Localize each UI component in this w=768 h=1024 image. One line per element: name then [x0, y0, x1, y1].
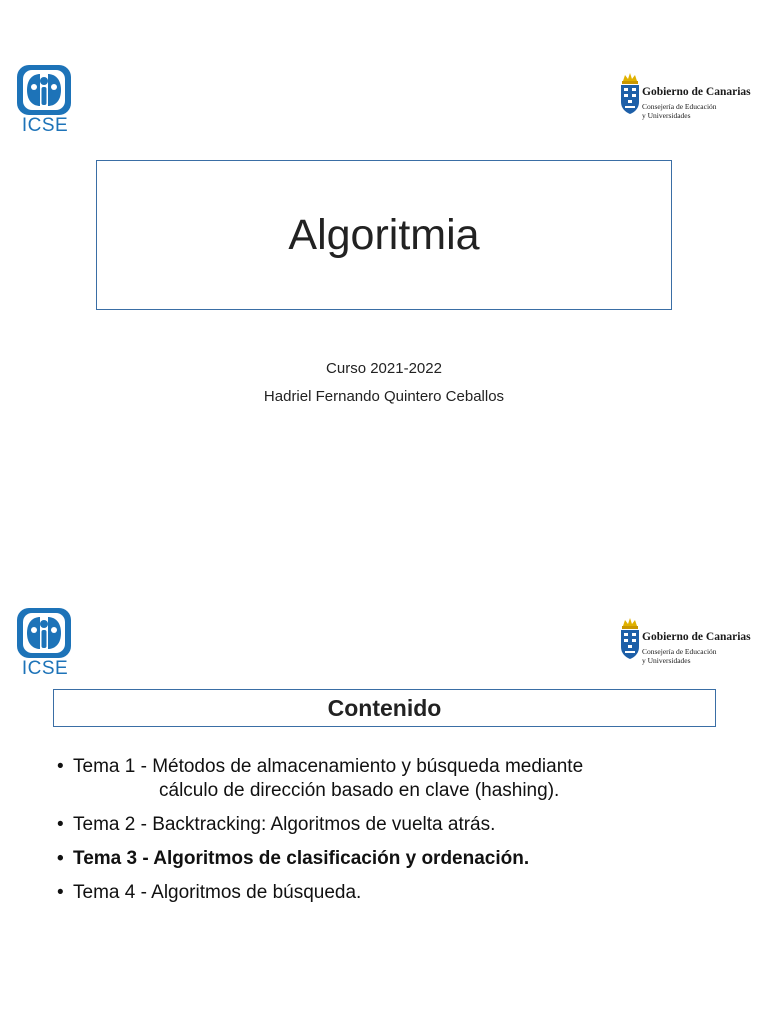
icse-logo-text: ICSE: [21, 115, 69, 136]
topic-list: [57, 755, 737, 915]
gobierno-subtitle-line1: Consejería de Educación: [642, 102, 717, 111]
bullet-icon: •: [57, 882, 64, 903]
topic-4-text: Tema 4 - Algoritmos de búsqueda.: [73, 882, 362, 903]
bullet-icon: •: [57, 848, 64, 869]
gobierno-title: Gobierno de Canarias: [642, 631, 751, 643]
topic-item-1: [57, 755, 737, 803]
topic-1-line1: Tema 1 - Métodos de almacenamiento y búsqueda mediante: [73, 756, 584, 777]
heading-frame: [53, 689, 716, 727]
gobierno-subtitle-line2: y Universidades: [642, 111, 691, 120]
icse-emblem-icon: [16, 64, 74, 116]
bullet-icon: •: [57, 756, 64, 777]
gobierno-canarias-logo: [618, 617, 758, 667]
topic-2-text: Tema 2 - Backtracking: Algoritmos de vuelta atrás.: [73, 814, 496, 835]
coat-of-arms-icon: [618, 72, 642, 118]
topic-3-text: Tema 3 - Algoritmos de clasificación y ordenación.: [73, 848, 530, 869]
icse-logo-text: ICSE: [21, 658, 69, 679]
topic-1-line2: cálculo de dirección basado en clave (hashing).: [159, 780, 560, 801]
gobierno-canarias-logo: [618, 72, 758, 122]
icse-logo: [16, 607, 74, 681]
author-name: Hadriel Fernando Quintero Ceballos: [263, 388, 505, 405]
title-frame: [96, 160, 672, 310]
bullet-icon: •: [57, 814, 64, 835]
slide-title: Algoritmia: [288, 210, 480, 259]
topic-item-4: [57, 881, 737, 905]
icse-emblem-icon: [16, 607, 74, 659]
gobierno-subtitle-line2: y Universidades: [642, 656, 691, 665]
coat-of-arms-icon: [618, 617, 642, 663]
gobierno-title: Gobierno de Canarias: [642, 86, 751, 98]
gobierno-subtitle-line1: Consejería de Educación: [642, 647, 717, 656]
slide-heading: Contenido: [327, 694, 442, 721]
topic-item-3: [57, 847, 737, 871]
contents-slide: [0, 545, 768, 1024]
icse-logo: [16, 64, 74, 138]
course-year: Curso 2021-2022: [326, 360, 442, 377]
topic-item-2: [57, 813, 737, 837]
